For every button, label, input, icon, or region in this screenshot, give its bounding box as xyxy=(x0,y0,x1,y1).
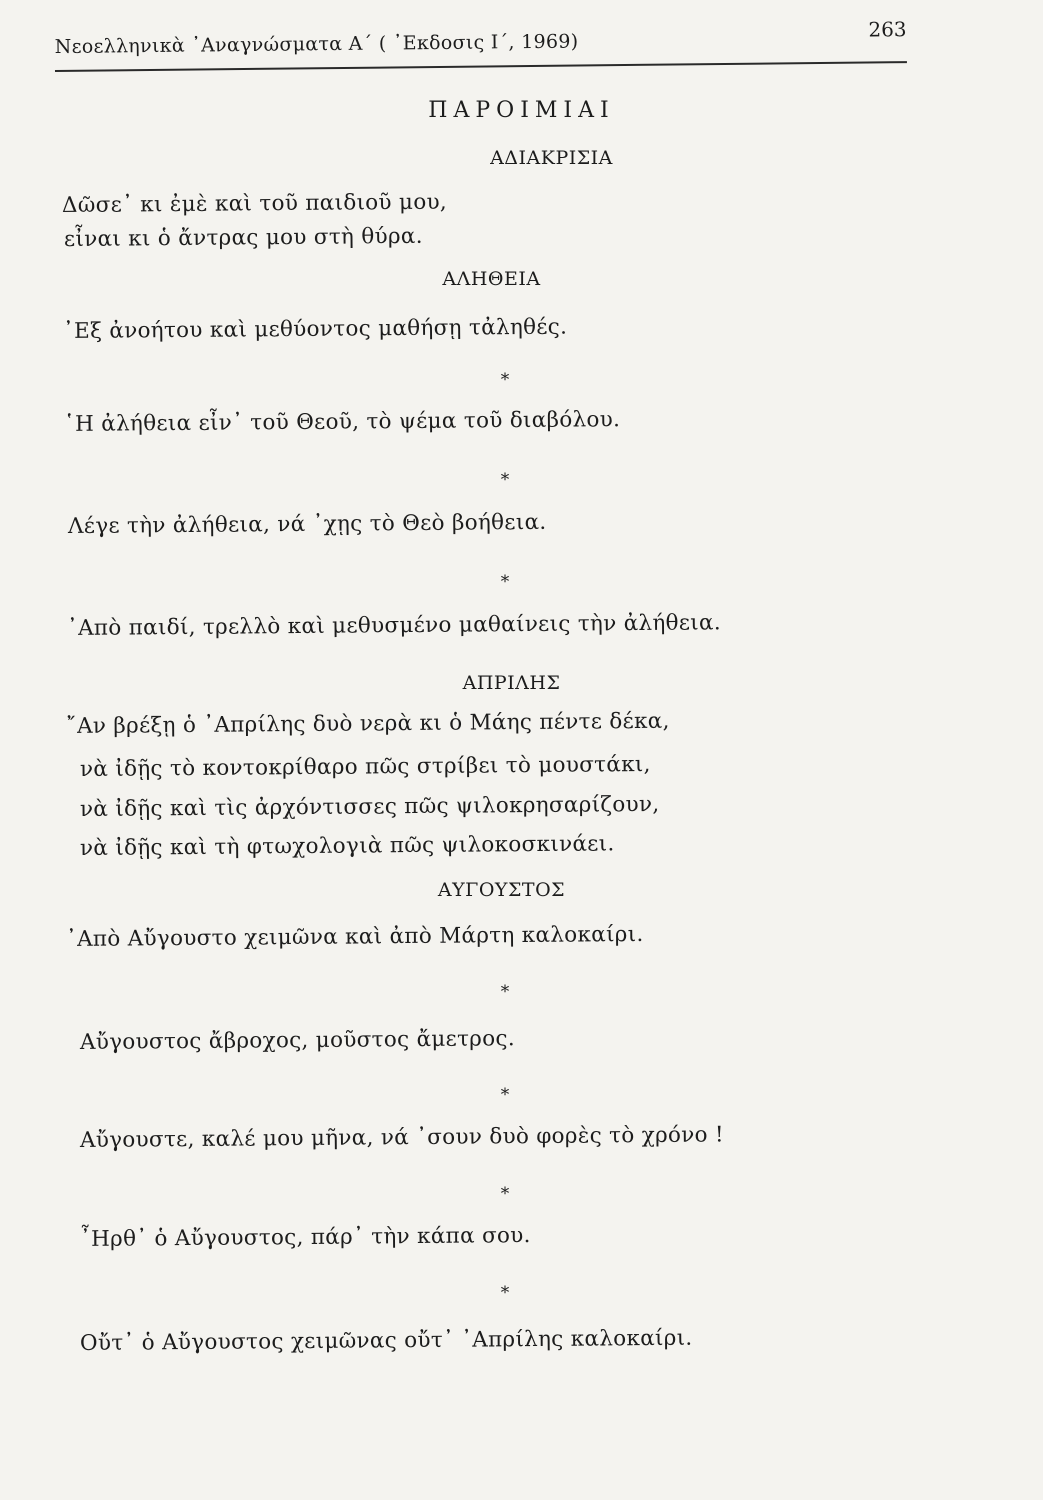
proverb-line: νὰ ἰδῇς καὶ τὶς ἀρχόντισσες πῶς ψιλοκρησαρίζουν, xyxy=(79,791,660,822)
proverb-line: ᾿Απὸ Αὔγουστο χειμῶνα καὶ ἀπὸ Μάρτη καλοκαίρι. xyxy=(65,921,644,952)
separator-star: * xyxy=(500,370,510,390)
proverb-line: Δῶσε᾿ κι ἐμὲ καὶ τοῦ παιδιοῦ μου, xyxy=(61,189,448,218)
proverb-line: Οὔτ᾿ ὁ Αὔγουστος χειμῶνας οὔτ᾿ ᾿Απρίλης καλοκαίρι. xyxy=(79,1325,693,1356)
proverb-line: εἶναι κι ὁ ἄντρας μου στὴ θύρα. xyxy=(63,223,423,252)
page-number: 263 xyxy=(868,17,907,42)
proverb-line: ῾Η ἀλήθεια εἶν᾿ τοῦ Θεοῦ, τὸ ψέμα τοῦ διαβόλου. xyxy=(63,407,621,437)
page-title: ΠΑΡΟΙΜΙΑΙ xyxy=(428,98,615,123)
proverb-line: ῎Αν βρέξῃ ὁ ᾿Απρίλης δυὸ νερὰ κι ὁ Μάης πέντε δέκα, xyxy=(65,708,670,739)
proverb-line: ᾿Εξ ἀνοήτου καὶ μεθύοντος μαθήσῃ τἀληθές. xyxy=(62,314,568,344)
separator-star: * xyxy=(500,1184,510,1204)
section-heading-aprilis: ΑΠΡΙΛΗΣ xyxy=(462,672,561,694)
running-title: Νεοελληνικὰ ᾿Αναγνώσματα Α΄ ( ᾿Εκδοσις Ι΄, 1969) xyxy=(54,30,579,59)
separator-star: * xyxy=(500,572,510,592)
separator-star: * xyxy=(500,982,510,1002)
proverb-line: ᾿Απὸ παιδί, τρελλὸ καὶ μεθυσμένο μαθαίνεις τὴν ἀλήθεια. xyxy=(66,610,722,641)
proverb-line: Αὔγουστε, καλέ μου μῆνα, νά ᾿σουν δυὸ φορὲς τὸ χρόνο ! xyxy=(79,1122,725,1153)
proverb-line: νὰ ἰδῇς τὸ κοντοκρίθαρο πῶς στρίβει τὸ μουστάκι, xyxy=(79,752,651,782)
proverb-line: Λέγε τὴν ἀλήθεια, νά ᾿χῃς τὸ Θεὸ βοήθεια. xyxy=(67,509,547,539)
section-heading-adiakrisia: ΑΔΙΑΚΡΙΣΙΑ xyxy=(490,147,613,169)
separator-star: * xyxy=(500,1085,510,1105)
section-heading-avgoustos: ΑΥΓΟΥΣΤΟΣ xyxy=(437,879,566,901)
separator-star: * xyxy=(500,1283,510,1303)
proverb-line: νὰ ἰδῇς καὶ τὴ φτωχολογιὰ πῶς ψιλοκοσκινάει. xyxy=(79,831,615,861)
proverb-line: Αὔγουστος ἄβροχος, μοῦστος ἄμετρος. xyxy=(79,1026,516,1055)
separator-star: * xyxy=(500,470,510,490)
running-header xyxy=(55,17,907,72)
section-heading-aletheia: ΑΛΗΘΕΙΑ xyxy=(442,268,541,290)
proverb-line: ῏Ηρθ᾿ ὁ Αὔγουστος, πάρ᾿ τὴν κάπα σου. xyxy=(79,1223,531,1252)
